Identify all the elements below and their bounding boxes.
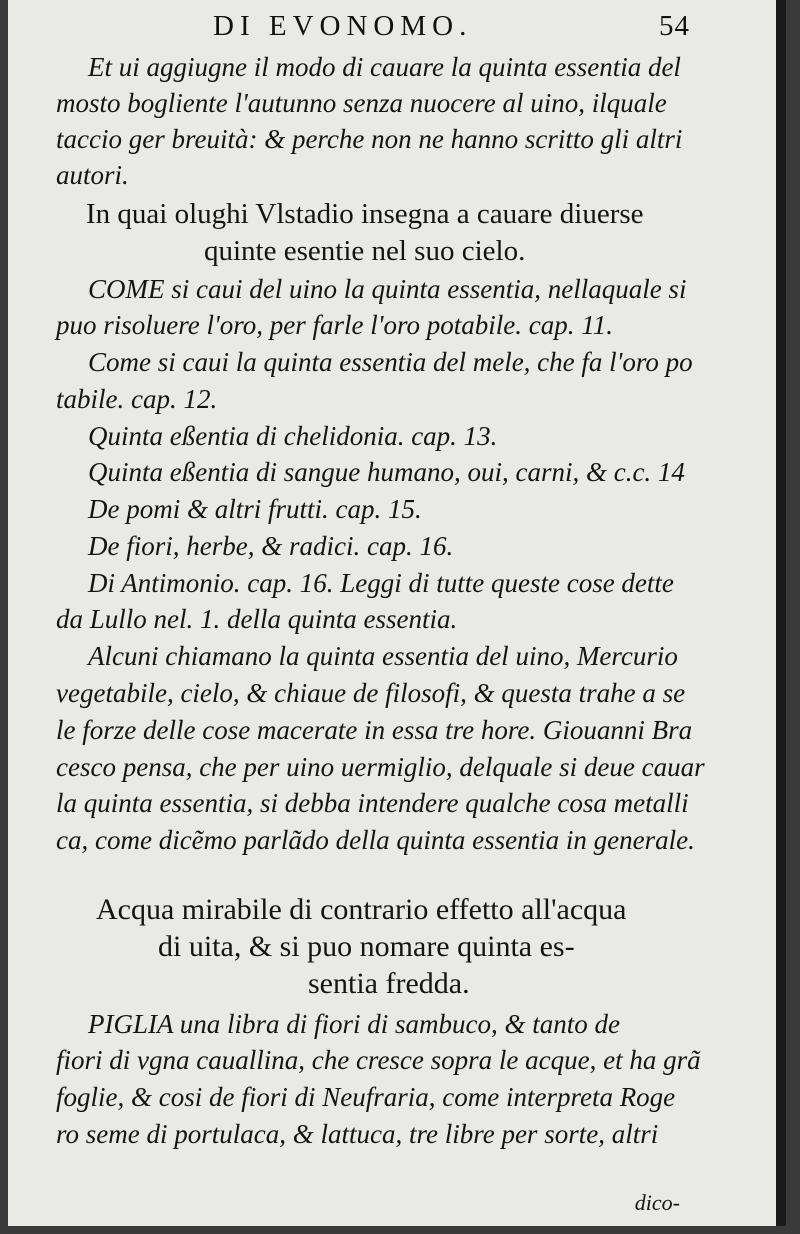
text-line: Come si caui la quinta essentia del mele, che fa l'oro po — [88, 347, 693, 377]
text-line: taccio ger breuità: & perche non ne hanno scritto gli altri — [56, 124, 683, 154]
text-line: Quinta eßentia di chelidonia. cap. 13. — [88, 421, 498, 451]
book-page — [8, 0, 786, 1226]
text-line: foglie, & cosi de fiori di Neufraria, come interpreta Roge — [56, 1082, 676, 1112]
text-line: vegetabile, cielo, & chiaue de filosofi, & questa trahe a se — [56, 678, 686, 708]
running-head: DI EVONOMO. — [213, 10, 473, 42]
text-line: COME si caui del uino la quinta essentia, nellaquale si — [88, 274, 687, 304]
text-line: ro seme di portulaca, & lattuca, tre libre per sorte, altri — [56, 1119, 659, 1149]
text-line: PIGLIA una libra di fiori di sambuco, & tanto de — [88, 1009, 620, 1039]
text-line: fiori di vgna cauallina, che cresce sopra le acque, et ha grã — [56, 1045, 701, 1075]
recipe-title-line: sentia fredda. — [308, 967, 470, 1000]
section-heading-line: In quai olughi Vlstadio insegna a cauare diuerse — [86, 198, 644, 230]
text-line: De fiori, herbe, & radici. cap. 16. — [88, 531, 454, 561]
text-line: ca, come dicẽmo parlãdo della quinta essentia in generale. — [56, 825, 695, 855]
page-number: 54 — [659, 10, 690, 42]
text-line: autori. — [56, 160, 129, 190]
text-line: puo risoluere l'oro, per farle l'oro potabile. cap. 11. — [56, 310, 614, 340]
recipe-title-line: di uita, & si puo nomare quinta es- — [158, 930, 575, 963]
text-line: Di Antimonio. cap. 16. Leggi di tutte queste cose dette — [88, 568, 674, 598]
text-line: da Lullo nel. 1. della quinta essentia. — [56, 604, 458, 634]
text-line: mosto bogliente l'autunno senza nuocere al uino, ilquale — [56, 88, 667, 118]
section-heading-line: quinte esentie nel suo cielo. — [204, 235, 526, 267]
text-line: tabile. cap. 12. — [56, 384, 218, 414]
text-line: Quinta eßentia di sangue humano, oui, carni, & c.c. 14 — [88, 457, 685, 487]
catchword: dico- — [634, 1190, 680, 1215]
text-line: De pomi & altri frutti. cap. 15. — [88, 494, 422, 524]
text-line: la quinta essentia, si debba intendere qualche cosa metalli — [56, 788, 689, 818]
text-line: Alcuni chiamano la quinta essentia del uino, Mercurio — [88, 641, 678, 671]
recipe-title-line: Acqua mirabile di contrario effetto all'acqua — [96, 893, 627, 926]
text-line: cesco pensa, che per uino uermiglio, delquale si deue cauar — [56, 752, 705, 782]
text-line: le forze delle cose macerate in essa tre hore. Giouanni Bra — [56, 715, 693, 745]
page-header — [8, 10, 776, 44]
text-line: Et ui aggiugne il modo di cauare la quinta essentia del — [88, 52, 681, 82]
